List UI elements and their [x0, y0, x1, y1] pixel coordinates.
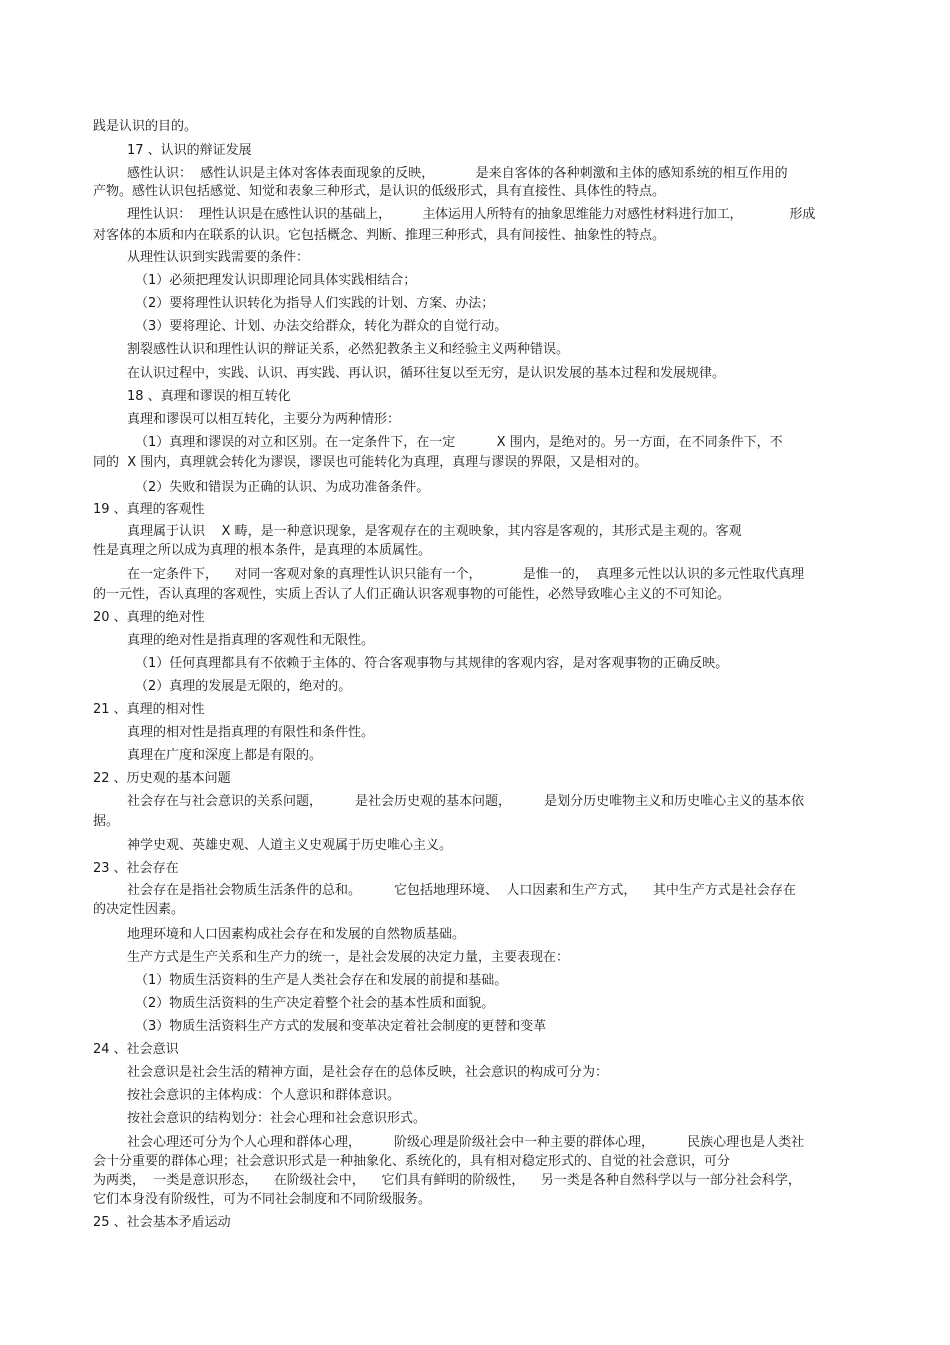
text-line: 17 、认识的辩证发展 [127, 143, 252, 158]
text-line: 它们本身没有阶级性，可为不同社会制度和不同阶级服务。 [93, 1192, 432, 1207]
text-line: 真理在广度和深度上都是有限的。 [127, 748, 323, 763]
text-line: 的决定性因素。 [93, 902, 185, 917]
text-line: （1）必须把理发认识即理论同具体实践相结合； [135, 273, 417, 288]
text-line: 据。 [93, 814, 120, 829]
text-line: （3）要将理论、计划、办法交给群众，转化为群众的自觉行动。 [135, 319, 508, 334]
text-line: 从理性认识到实践需要的条件： [127, 250, 310, 265]
text-line: 19 、真理的客观性 [93, 502, 205, 517]
text-line: 践是认识的目的。 [93, 119, 198, 134]
text-line: 地理环境和人口因素构成社会存在和发展的自然物质基础。 [127, 927, 466, 942]
text-line: 割裂感性认识和理性认识的辩证关系，必然犯教条主义和经验主义两种错误。 [127, 342, 570, 357]
text-line: （2）物质生活资料的生产决定着整个社会的基本性质和面貌。 [135, 996, 495, 1011]
text-line: 24 、社会意识 [93, 1042, 179, 1057]
text-line: 神学史观、英雄史观、人道主义史观属于历史唯心主义。 [127, 838, 453, 853]
text-line: （2）失败和错误为正确的认识、为成功准备条件。 [135, 480, 430, 495]
text-line: 社会意识是社会生活的精神方面，是社会存在的总体反映，社会意识的构成可分为： [127, 1065, 609, 1080]
text-line: 在一定条件下， 对同一客观对象的真理性认识只能有一个， 是惟一的， 真理多元性以认识的多元性取代真理 [127, 567, 805, 582]
text-line: （1）物质生活资料的生产是人类社会存在和发展的前提和基础。 [135, 973, 508, 988]
text-line: 23 、社会存在 [93, 861, 179, 876]
text-line: 社会存在是指社会物质生活条件的总和。 它包括地理环境、 人口因素和生产方式， 其中生产方式是社会存在 [127, 883, 796, 898]
text-line: 真理的绝对性是指真理的客观性和无限性。 [127, 633, 375, 648]
text-line: 感性认识： 感性认识是主体对客体表面现象的反映， 是来自客体的各种刺激和主体的感知系统的相互作用的 [127, 166, 788, 181]
text-line: （2）要将理性认识转化为指导人们实践的计划、方案、办法； [135, 296, 495, 311]
text-line: 生产方式是生产关系和生产力的统一，是社会发展的决定力量，主要表现在： [127, 950, 570, 965]
text-line: 同的 X 围内，真理就会转化为谬误，谬误也可能转化为真理，真理与谬误的界限，又是相对的。 [93, 455, 648, 470]
text-line: 18 、真理和谬误的相互转化 [127, 389, 291, 404]
text-line: 对客体的本质和内在联系的认识。它包括概念、判断、推理三种形式，具有间接性、抽象性的特点。 [93, 228, 666, 243]
text-line: 社会存在与社会意识的关系问题， 是社会历史观的基本问题， 是划分历史唯物主义和历史唯心主义的基本依 [127, 794, 805, 809]
text-line: 20 、真理的绝对性 [93, 610, 205, 625]
text-line: 21 、真理的相对性 [93, 702, 205, 717]
text-line: 性是真理之所以成为真理的根本条件，是真理的本质属性。 [93, 543, 432, 558]
text-line: 在认识过程中，实践、认识、再实践、再认识，循环往复以至无穷，是认识发展的基本过程和发展规律。 [127, 366, 726, 381]
text-line: 真理和谬误可以相互转化，主要分为两种情形： [127, 412, 401, 427]
text-line: 按社会意识的结构划分：社会心理和社会意识形式。 [127, 1111, 427, 1126]
text-line: 的一元性，否认真理的客观性，实质上否认了人们正确认识客观事物的可能性，必然导致唯心主义的不可知论。 [93, 587, 731, 602]
text-line: 25 、社会基本矛盾运动 [93, 1215, 231, 1230]
text-line: 产物。感性认识包括感觉、知觉和表象三种形式，是认识的低级形式，具有直接性、具体性的特点。 [93, 184, 666, 199]
text-line: 按社会意识的主体构成：个人意识和群体意识。 [127, 1088, 401, 1103]
text-line: （1）任何真理都具有不依赖于主体的、符合客观事物与其规律的客观内容，是对客观事物的正确反映。 [135, 656, 729, 671]
text-line: 会十分重要的群体心理；社会意识形式是一种抽象化、系统化的，具有相对稳定形式的、自觉的社会意识，可分 [93, 1154, 731, 1169]
text-line: 真理属于认识 X 畴，是一种意识现象，是客观存在的主观映象，其内容是客观的，其形式是主观的。客观 [127, 524, 742, 539]
text-line: 22 、历史观的基本问题 [93, 771, 231, 786]
text-line: 为两类， 一类是意识形态， 在阶级社会中， 它们具有鲜明的阶级性， 另一类是各种自然科学以与一部分社会科学， [93, 1173, 801, 1188]
text-line: （1）真理和谬误的对立和区别。在一定条件下，在一定 X 围内，是绝对的。另一方面，在不同条件下，不 [135, 435, 783, 450]
text-line: （2）真理的发展是无限的，绝对的。 [135, 679, 352, 694]
text-line: 理性认识： 理性认识是在感性认识的基础上， 主体运用人所特有的抽象思维能力对感性材料进行加工， 形成 [127, 207, 816, 222]
text-line: 社会心理还可分为个人心理和群体心理， 阶级心理是阶级社会中一种主要的群体心理， 民族心理也是人类社 [127, 1135, 805, 1150]
text-line: 真理的相对性是指真理的有限性和条件性。 [127, 725, 375, 740]
text-line: （3）物质生活资料生产方式的发展和变革决定着社会制度的更替和变革 [135, 1019, 547, 1034]
